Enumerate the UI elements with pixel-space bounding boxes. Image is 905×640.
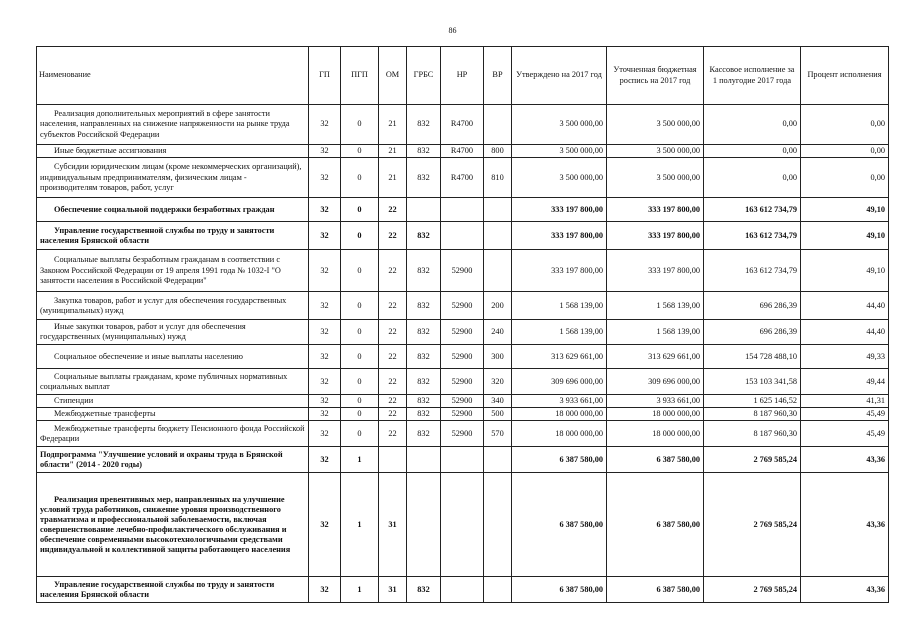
header-np: НР [441, 47, 484, 105]
row-name: Межбюджетные трансферты бюджету Пенсионного фонда Российской Федерации [37, 421, 309, 447]
row-percent: 0,00 [801, 145, 889, 158]
header-name: Наименование [37, 47, 309, 105]
row-approved: 3 500 000,00 [512, 105, 607, 145]
row-pgp: 1 [341, 447, 379, 473]
row-name: Подпрограмма "Улучшение условий и охраны труда в Брянской области" (2014 - 2020 годы) [37, 447, 309, 473]
table-row [37, 158, 889, 198]
row-approved: 18 000 000,00 [512, 408, 607, 421]
row-name: Управление государственной службы по труду и занятости населения Брянской области [37, 577, 309, 603]
row-approved: 3 500 000,00 [512, 145, 607, 158]
row-gp: 32 [309, 408, 341, 421]
header-specified: Уточненная бюджетная роспись на 2017 год [607, 47, 704, 105]
row-gp: 32 [309, 105, 341, 145]
header-cash: Кассовое исполнение за 1 полугодие 2017 года [704, 47, 801, 105]
row-name: Реализация дополнительных мероприятий в сфере занятости населения, направленных на снижение напряженности на рынке труда субъектов Российской Федерации [37, 105, 309, 145]
row-specified: 3 500 000,00 [607, 158, 704, 198]
row-percent: 49,44 [801, 369, 889, 395]
row-om: 22 [379, 250, 407, 292]
row-pgp: 0 [341, 408, 379, 421]
row-np: 52900 [441, 345, 484, 369]
row-specified: 1 568 139,00 [607, 292, 704, 320]
row-cash: 0,00 [704, 158, 801, 198]
row-specified: 313 629 661,00 [607, 345, 704, 369]
row-vr: 810 [484, 158, 512, 198]
row-percent: 41,31 [801, 395, 889, 408]
row-np: 52900 [441, 320, 484, 345]
table-row [37, 408, 889, 421]
row-vr: 500 [484, 408, 512, 421]
row-approved: 313 629 661,00 [512, 345, 607, 369]
row-cash: 696 286,39 [704, 292, 801, 320]
row-name: Реализация превентивных мер, направленных на улучшение условий труда работников, снижение уровня производственного травматизма и профессиональной заболеваемости, включая совершенствование лечебно-профилактического обслуживания и обеспечение современными высокотехнологичными средствами индивидуальной и коллективной защиты работающего населения [37, 473, 309, 577]
row-specified: 6 387 580,00 [607, 447, 704, 473]
row-np: R4700 [441, 158, 484, 198]
row-gp: 32 [309, 320, 341, 345]
header-grbs: ГРБС [407, 47, 441, 105]
row-grbs: 832 [407, 421, 441, 447]
row-gp: 32 [309, 369, 341, 395]
row-om: 21 [379, 158, 407, 198]
row-vr: 320 [484, 369, 512, 395]
row-approved: 3 933 661,00 [512, 395, 607, 408]
row-cash: 163 612 734,79 [704, 198, 801, 222]
row-cash: 8 187 960,30 [704, 408, 801, 421]
row-pgp: 0 [341, 421, 379, 447]
header-gp: ГП [309, 47, 341, 105]
row-percent: 45,49 [801, 408, 889, 421]
row-specified: 333 197 800,00 [607, 198, 704, 222]
row-cash: 2 769 585,24 [704, 577, 801, 603]
row-name: Межбюджетные трансферты [37, 408, 309, 421]
row-specified: 1 568 139,00 [607, 320, 704, 345]
row-gp: 32 [309, 292, 341, 320]
row-approved: 333 197 800,00 [512, 250, 607, 292]
row-pgp: 0 [341, 145, 379, 158]
row-percent: 0,00 [801, 105, 889, 145]
row-gp: 32 [309, 447, 341, 473]
row-approved: 1 568 139,00 [512, 292, 607, 320]
row-gp: 32 [309, 421, 341, 447]
row-vr: 800 [484, 145, 512, 158]
row-gp: 32 [309, 395, 341, 408]
row-name: Обеспечение социальной поддержки безработных граждан [37, 198, 309, 222]
row-np [441, 447, 484, 473]
row-cash: 2 769 585,24 [704, 447, 801, 473]
table-row [37, 345, 889, 369]
row-approved: 6 387 580,00 [512, 473, 607, 577]
row-om: 22 [379, 198, 407, 222]
row-np: 52900 [441, 421, 484, 447]
table-row [37, 320, 889, 345]
row-om: 31 [379, 473, 407, 577]
row-pgp: 0 [341, 345, 379, 369]
table-row [37, 292, 889, 320]
row-pgp: 1 [341, 577, 379, 603]
page-number: 86 [448, 26, 457, 35]
row-approved: 3 500 000,00 [512, 158, 607, 198]
row-cash: 153 103 341,58 [704, 369, 801, 395]
table-row [37, 250, 889, 292]
row-pgp: 0 [341, 320, 379, 345]
row-name: Субсидии юридическим лицам (кроме некоммерческих организаций), индивидуальным предпринимателям, физическим лицам - производителям товаров, работ, услуг [37, 158, 309, 198]
row-np: 52900 [441, 408, 484, 421]
row-grbs [407, 198, 441, 222]
table-row [37, 447, 889, 473]
row-vr [484, 250, 512, 292]
row-gp: 32 [309, 250, 341, 292]
row-om [379, 447, 407, 473]
row-pgp: 1 [341, 473, 379, 577]
row-percent: 43,36 [801, 577, 889, 603]
row-grbs [407, 447, 441, 473]
budget-execution-table [36, 46, 889, 603]
row-cash: 696 286,39 [704, 320, 801, 345]
row-specified: 3 500 000,00 [607, 145, 704, 158]
row-om: 21 [379, 105, 407, 145]
header-pgp: ПГП [341, 47, 379, 105]
row-pgp: 0 [341, 369, 379, 395]
row-np [441, 473, 484, 577]
row-cash: 163 612 734,79 [704, 250, 801, 292]
row-vr [484, 222, 512, 250]
row-vr: 200 [484, 292, 512, 320]
row-specified: 3 500 000,00 [607, 105, 704, 145]
header-percent: Процент исполнения [801, 47, 889, 105]
row-np [441, 198, 484, 222]
row-percent: 49,33 [801, 345, 889, 369]
row-specified: 3 933 661,00 [607, 395, 704, 408]
row-gp: 32 [309, 222, 341, 250]
row-pgp: 0 [341, 105, 379, 145]
row-approved: 18 000 000,00 [512, 421, 607, 447]
row-name: Стипендии [37, 395, 309, 408]
row-gp: 32 [309, 198, 341, 222]
row-specified: 333 197 800,00 [607, 250, 704, 292]
row-approved: 309 696 000,00 [512, 369, 607, 395]
row-percent: 49,10 [801, 250, 889, 292]
row-om: 22 [379, 395, 407, 408]
row-vr [484, 577, 512, 603]
row-vr: 570 [484, 421, 512, 447]
row-grbs: 832 [407, 158, 441, 198]
row-grbs: 832 [407, 408, 441, 421]
row-np [441, 222, 484, 250]
row-cash: 163 612 734,79 [704, 222, 801, 250]
row-om: 22 [379, 222, 407, 250]
row-cash: 1 625 146,52 [704, 395, 801, 408]
row-approved: 1 568 139,00 [512, 320, 607, 345]
row-grbs: 832 [407, 369, 441, 395]
row-np: 52900 [441, 250, 484, 292]
row-vr: 240 [484, 320, 512, 345]
table-row [37, 145, 889, 158]
row-om: 22 [379, 292, 407, 320]
row-grbs: 832 [407, 105, 441, 145]
row-specified: 18 000 000,00 [607, 408, 704, 421]
row-grbs: 832 [407, 320, 441, 345]
row-cash: 154 728 488,10 [704, 345, 801, 369]
row-percent: 45,49 [801, 421, 889, 447]
row-gp: 32 [309, 158, 341, 198]
row-specified: 309 696 000,00 [607, 369, 704, 395]
row-percent: 44,40 [801, 292, 889, 320]
row-vr: 300 [484, 345, 512, 369]
row-name: Закупка товаров, работ и услуг для обеспечения государственных (муниципальных) нужд [37, 292, 309, 320]
header-om: ОМ [379, 47, 407, 105]
row-grbs [407, 473, 441, 577]
row-np: 52900 [441, 395, 484, 408]
table-row [37, 421, 889, 447]
row-percent: 49,10 [801, 222, 889, 250]
row-pgp: 0 [341, 292, 379, 320]
row-grbs: 832 [407, 250, 441, 292]
row-om: 22 [379, 408, 407, 421]
row-percent: 49,10 [801, 198, 889, 222]
table-row [37, 473, 889, 577]
row-grbs: 832 [407, 577, 441, 603]
row-name: Иные закупки товаров, работ и услуг для обеспечения государственных (муниципальных) нужд [37, 320, 309, 345]
row-np: 52900 [441, 292, 484, 320]
row-pgp: 0 [341, 395, 379, 408]
row-approved: 333 197 800,00 [512, 198, 607, 222]
table-row [37, 198, 889, 222]
row-percent: 0,00 [801, 158, 889, 198]
table-row [37, 222, 889, 250]
row-specified: 6 387 580,00 [607, 577, 704, 603]
row-approved: 333 197 800,00 [512, 222, 607, 250]
row-gp: 32 [309, 473, 341, 577]
row-om: 22 [379, 369, 407, 395]
row-name: Социальное обеспечение и иные выплаты населению [37, 345, 309, 369]
row-vr [484, 447, 512, 473]
row-np: 52900 [441, 369, 484, 395]
row-np [441, 577, 484, 603]
row-grbs: 832 [407, 145, 441, 158]
table-row [37, 395, 889, 408]
row-cash: 0,00 [704, 145, 801, 158]
row-grbs: 832 [407, 395, 441, 408]
row-cash: 2 769 585,24 [704, 473, 801, 577]
row-specified: 6 387 580,00 [607, 473, 704, 577]
row-np: R4700 [441, 145, 484, 158]
row-specified: 18 000 000,00 [607, 421, 704, 447]
table-row [37, 105, 889, 145]
table-row [37, 369, 889, 395]
row-cash: 8 187 960,30 [704, 421, 801, 447]
row-name: Социальные выплаты гражданам, кроме публичных нормативных социальных выплат [37, 369, 309, 395]
row-grbs: 832 [407, 292, 441, 320]
row-name: Управление государственной службы по труду и занятости населения Брянской области [37, 222, 309, 250]
row-grbs: 832 [407, 345, 441, 369]
row-np: R4700 [441, 105, 484, 145]
row-percent: 43,36 [801, 447, 889, 473]
row-percent: 44,40 [801, 320, 889, 345]
row-pgp: 0 [341, 198, 379, 222]
table-header-row [37, 47, 889, 105]
row-grbs: 832 [407, 222, 441, 250]
row-pgp: 0 [341, 222, 379, 250]
row-om: 22 [379, 421, 407, 447]
row-vr [484, 473, 512, 577]
row-om: 31 [379, 577, 407, 603]
row-om: 22 [379, 345, 407, 369]
row-cash: 0,00 [704, 105, 801, 145]
table-row [37, 577, 889, 603]
row-om: 21 [379, 145, 407, 158]
row-gp: 32 [309, 145, 341, 158]
row-name: Иные бюджетные ассигнования [37, 145, 309, 158]
row-pgp: 0 [341, 158, 379, 198]
row-pgp: 0 [341, 250, 379, 292]
row-vr [484, 105, 512, 145]
row-name: Социальные выплаты безработным гражданам в соответствии с Законом Российской Федерации от 19 апреля 1991 года № 1032-I "О занятости населения в Российской Федерации" [37, 250, 309, 292]
row-om: 22 [379, 320, 407, 345]
row-approved: 6 387 580,00 [512, 447, 607, 473]
row-vr: 340 [484, 395, 512, 408]
row-approved: 6 387 580,00 [512, 577, 607, 603]
row-specified: 333 197 800,00 [607, 222, 704, 250]
header-vr: ВР [484, 47, 512, 105]
row-gp: 32 [309, 577, 341, 603]
row-vr [484, 198, 512, 222]
row-percent: 43,36 [801, 473, 889, 577]
header-approved: Утверждено на 2017 год [512, 47, 607, 105]
row-gp: 32 [309, 345, 341, 369]
